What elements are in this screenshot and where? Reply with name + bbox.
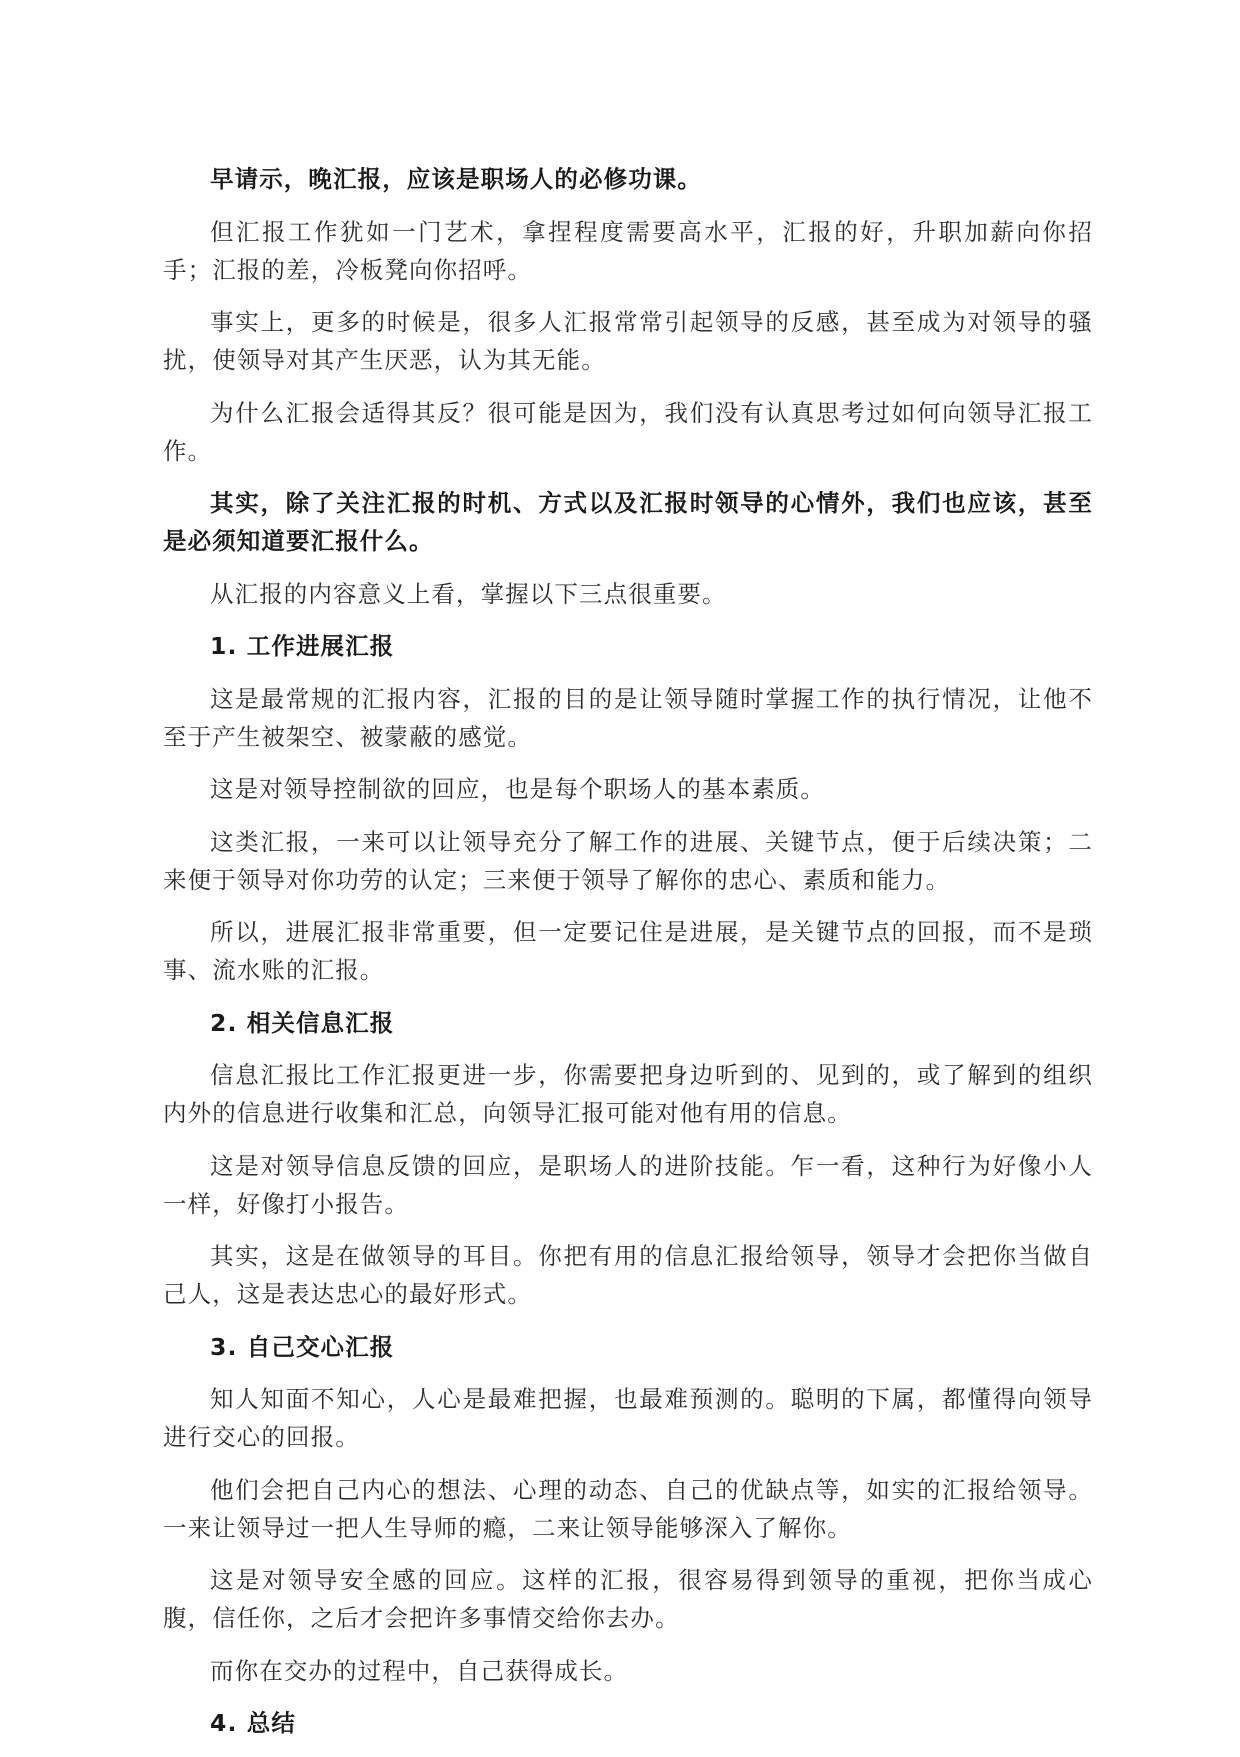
body-paragraph: 知人知面不知心，人心是最难把握，也最难预测的。聪明的下属，都懂得向领导进行交心的回报。	[163, 1385, 1093, 1451]
section-heading-4: 4. 总结	[210, 1709, 296, 1737]
section-heading-3: 3. 自己交心汇报	[210, 1332, 395, 1361]
intro-bold-paragraph: 早请示，晚汇报，应该是职场人的必修功课。	[210, 165, 702, 193]
body-paragraph: 而你在交办的过程中，自己获得成长。	[210, 1656, 629, 1685]
body-paragraph: 这是对领导信息反馈的回应，是职场人的进阶技能。乍一看，这种行为好像小人一样，好像打小报告。	[163, 1151, 1093, 1218]
body-paragraph: 他们会把自己内心的想法、心理的动态、自己的优缺点等，如实的汇报给领导。一来让领导过一把人生导师的瘾，二来让领导能够深入了解你。	[163, 1475, 1093, 1542]
body-paragraph: 这是最常规的汇报内容，汇报的目的是让领导随时掌握工作的执行情况，让他不至于产生被架空、被蒙蔽的感觉。	[163, 684, 1093, 751]
body-paragraph: 为什么汇报会适得其反？很可能是因为，我们没有认真思考过如何向领导汇报工作。	[163, 398, 1093, 465]
body-paragraph: 从汇报的内容意义上看，掌握以下三点很重要。	[210, 579, 727, 608]
body-paragraph: 这是对领导控制欲的回应，也是每个职场人的基本素质。	[210, 775, 825, 803]
body-paragraph: 所以，进展汇报非常重要，但一定要记住是进展，是关键节点的回报，而不是琐事、流水账的汇报。	[163, 918, 1093, 984]
body-paragraph: 这是对领导安全感的回应。这样的汇报，很容易得到领导的重视，把你当成心腹，信任你，之后才会把许多事情交给你去办。	[163, 1566, 1093, 1632]
emphasis-bold-paragraph: 其实，除了关注汇报的时机、方式以及汇报时领导的心情外，我们也应该，甚至是必须知道要汇报什么。	[163, 489, 1093, 555]
body-paragraph: 事实上，更多的时候是，很多人汇报常常引起领导的反感，甚至成为对领导的骚扰，使领导对其产生厌恶，认为其无能。	[163, 308, 1093, 374]
body-paragraph: 但汇报工作犹如一门艺术，拿捏程度需要高水平，汇报的好，升职加薪向你招手；汇报的差，冷板凳向你招呼。	[163, 217, 1093, 284]
section-heading-1: 1. 工作进展汇报	[210, 632, 395, 660]
body-paragraph: 其实，这是在做领导的耳目。你把有用的信息汇报给领导，领导才会把你当做自己人，这是表达忠心的最好形式。	[163, 1242, 1093, 1308]
body-paragraph: 信息汇报比工作汇报更进一步，你需要把身边听到的、见到的，或了解到的组织内外的信息进行收集和汇总，向领导汇报可能对他有用的信息。	[163, 1061, 1093, 1127]
section-heading-2: 2. 相关信息汇报	[210, 1008, 395, 1037]
body-paragraph: 这类汇报，一来可以让领导充分了解工作的进展、关键节点，便于后续决策；二来便于领导对你功劳的认定；三来便于领导了解你的忠心、素质和能力。	[163, 827, 1093, 894]
document-page	[163, 160, 1093, 1757]
